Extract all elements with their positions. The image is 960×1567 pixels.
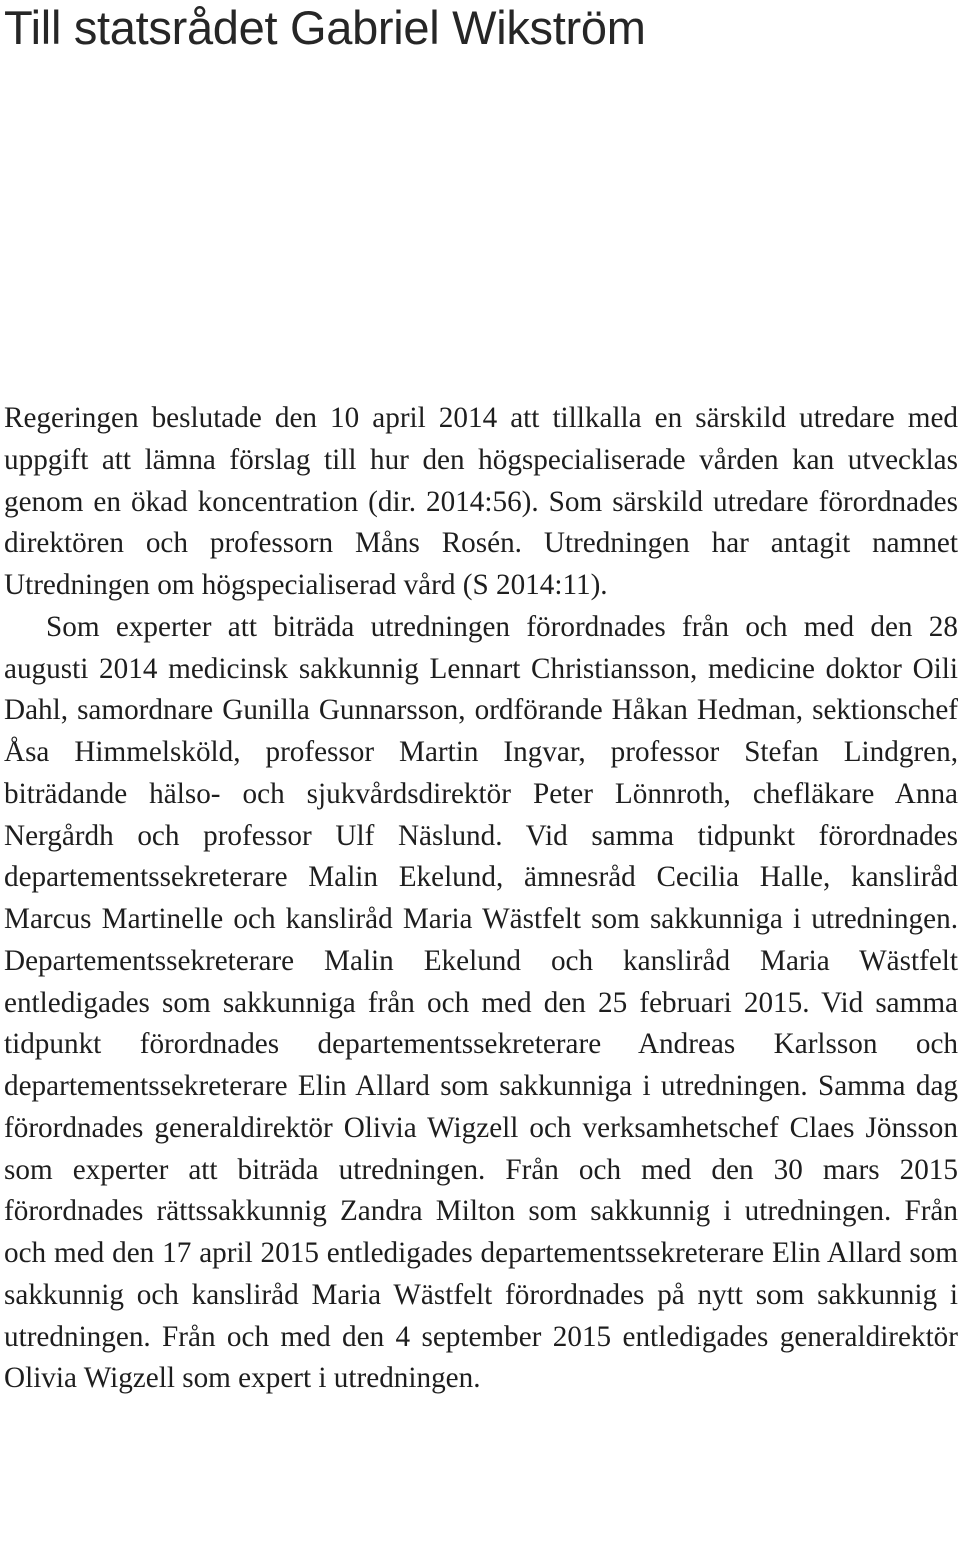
document-title: Till statsrådet Gabriel Wikström (4, 1, 646, 54)
document-body (4, 398, 958, 1400)
paragraph-assignment: Regeringen beslutade den 10 april 2014 att tillkalla en särskild utredare med uppgift att lämna förslag till hur den högspecialiserade vården kan utvecklas genom en ökad koncentration (dir. 2014:56). Som särskild utredare förordnades direktören och professorn Måns Rosén. Utredningen har antagit namnet Utredningen om högspecialiserad vård (S 2014:11). (4, 402, 958, 601)
paragraph-experts: Som experter att biträda utredningen förordnades från och med den 28 augusti 2014 medicinsk sakkunnig Lennart Christiansson, medicine doktor Oili Dahl, samordnare Gunilla Gunnarsson, ordförande Håkan Hedman, sektionschef Åsa Himmelsköld, professor Martin Ingvar, professor Stefan Lindgren, biträdande hälso- och sjukvårdsdirektör Peter Lönnroth, chefläkare Anna Nergårdh och professor Ulf Näslund. Vid samma tidpunkt förordnades departementssekreterare Malin Ekelund, ämnesråd Cecilia Halle, kansliråd Marcus Martinelle och kansliråd Maria Wästfelt som sakkunniga i utredningen. Departementssekreterare Malin Ekelund och kansliråd Maria Wästfelt entledigades som sakkunniga från och med den 25 februari 2015. Vid samma tidpunkt förordnades departementssekreterare Andreas Karlsson och departementssekreterare Elin Allard som sakkunniga i utredningen. Samma dag förordnades generaldirektör Olivia Wigzell och verksamhetschef Claes Jönsson som experter att biträda utredningen. Från och med den 30 mars 2015 förordnades rättssakkunnig Zandra Milton som sakkunnig i utredningen. Från och med den 17 april 2015 entledigades departementssekreterare Elin Allard som sakkunnig och kansliråd Maria Wästfelt förordnades på nytt som sakkunnig i utredningen. Från och med den 4 september 2015 entledigades generaldirektör Olivia Wigzell som expert i utredningen. (4, 610, 958, 1395)
